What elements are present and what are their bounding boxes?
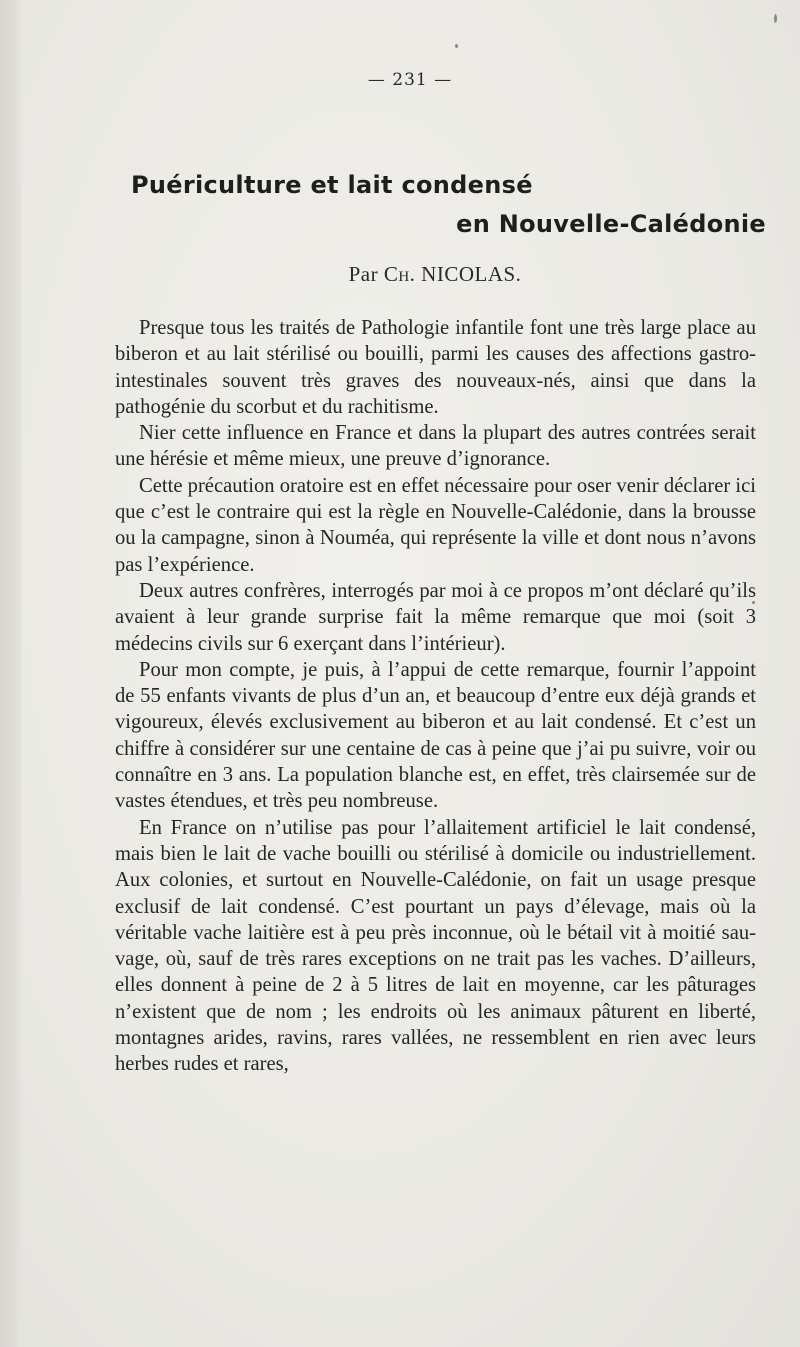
paragraph: Cette précaution oratoire est en effet nécessaire pour oser venir déclarer ici que c’est le contraire qui est la règle en Nouvelle-Calédonie, dans la brousse ou la campagne, sinon à Nouméa, qui représente la ville et dont nous n’avons pas l’expérience. bbox=[115, 474, 756, 576]
author-byline bbox=[0, 262, 800, 287]
author-name: NICOLAS. bbox=[421, 262, 522, 286]
article-body bbox=[115, 315, 756, 1078]
author-initials: Ch. bbox=[383, 262, 416, 286]
ink-speck bbox=[774, 14, 777, 23]
paragraph: Nier cette influence en France et dans la plupart des autres contrées serait une hérésie et même mieux, une preuve d’ignorance. bbox=[115, 422, 756, 471]
ink-speck bbox=[455, 44, 458, 48]
byline-prefix: Par bbox=[348, 262, 379, 286]
paragraph: Deux autres confrères, interrogés par moi à ce propos m’ont déclaré qu’ils avaient à leur grande surprise fait la même remarque que moi (soit 3 médecins civils sur 6 exerçant dans l’intérieur). bbox=[115, 579, 756, 655]
paragraph: En France on n’utilise pas pour l’allaitement artificiel le lait condensé, mais bien le lait de vache bouilli ou stérilisé à domicile ou industriellement. Aux colonies, et surtout en Nouvelle-Calédonie, on fait un usage presque exclusif de lait condensé. C’est pourtant un pays d’élevage, mais où la véritable vache laitière est à peu près inconnue, où le bétail vit à moitié sauvage, où, sauf de très rares exceptions on ne trait pas les vaches. D’ailleurs, elles donnent à peine de 2 à 5 litres de lait en moyenne, car les pâturages n’existent que de nom ; les endroits où les animaux pâturent en liberté, montagnes arides, ravins, rares vallées, ne ressemblent en rien avec leurs herbes rudes et rares, bbox=[115, 816, 756, 1076]
page-binding-edge bbox=[0, 0, 22, 1347]
paragraph: Presque tous les traités de Pathologie infantile font une très large place au biberon et au lait stérilisé ou bouilli, parmi les causes des affections gastro-intestinales souvent très graves des nouveaux-nés, ainsi que dans la pathogénie du scorbut et du rachitisme. bbox=[115, 317, 756, 418]
article-title-line-2: en Nouvelle-Calédonie bbox=[456, 210, 766, 238]
article-title-line-1: Puériculture et lait condensé bbox=[131, 171, 533, 199]
paragraph: Pour mon compte, je puis, à l’appui de cette remarque, fournir l’appoint de 55 enfants vivants de plus d’un an, et beaucoup d’entre eux déjà grands et vigoureux, élevés exclusivement au biberon et au lait condensé. Et c’est un chiffre à considérer sur une centaine de cas à peine que j’ai pu suivre, voir ou connaître en 3 ans. La population blanche est, en effet, très clairsemée sur de vastes étendues, et très peu nombreuse. bbox=[115, 658, 756, 813]
page-number: — 231 — bbox=[367, 70, 453, 90]
